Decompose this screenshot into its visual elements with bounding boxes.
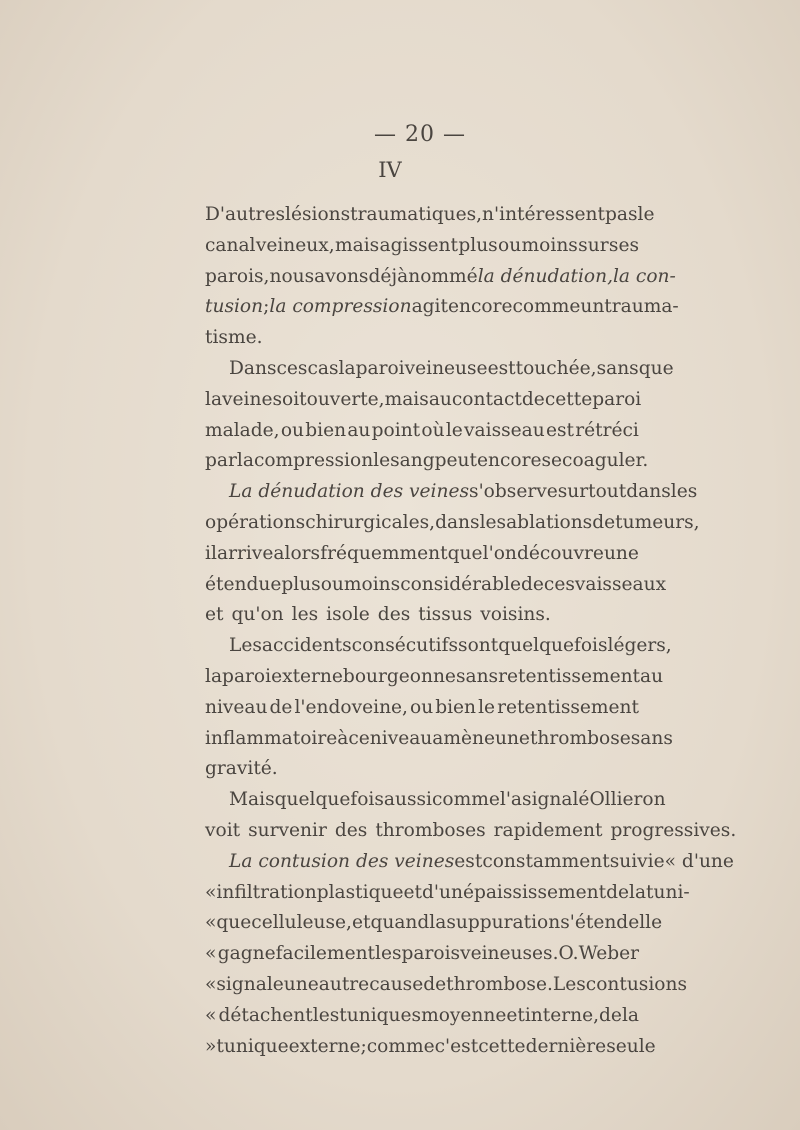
word: est	[454, 850, 483, 872]
text-line	[205, 847, 734, 878]
paragraph	[205, 847, 734, 1063]
word: c'est	[434, 1035, 479, 1057]
text-line	[205, 1032, 656, 1063]
word: considérable	[400, 573, 521, 595]
text-line	[205, 693, 639, 724]
word: Mais	[229, 789, 275, 811]
word: ces	[276, 357, 308, 379]
word: quand	[370, 912, 430, 934]
word: «	[205, 943, 217, 965]
word: plastique	[316, 881, 404, 903]
word: sur	[578, 234, 609, 256]
word: s'étend	[560, 912, 629, 934]
word: découvre	[516, 542, 604, 564]
word: «	[205, 881, 217, 903]
word: le	[445, 419, 463, 441]
word: la compression	[269, 296, 412, 318]
word: touchée,	[515, 357, 597, 379]
word: O.	[558, 943, 579, 965]
word: une	[494, 727, 530, 749]
word: qu'on	[231, 604, 284, 626]
word: bourgeonne	[342, 665, 456, 687]
word: de	[521, 388, 545, 410]
word: malade,	[205, 419, 280, 441]
word: il	[205, 542, 217, 564]
word: par	[205, 450, 237, 472]
word: «	[205, 1004, 217, 1026]
word: comme	[512, 296, 581, 318]
word: ablations	[506, 511, 593, 533]
text-line	[205, 200, 655, 231]
word: externe	[288, 1035, 361, 1057]
word: tuni-	[646, 881, 690, 903]
word: mais	[384, 388, 429, 410]
word: cette	[478, 1035, 526, 1057]
text-line	[205, 416, 639, 447]
word: contact	[451, 388, 522, 410]
word: que	[638, 357, 674, 379]
word: plus	[458, 234, 498, 256]
word: et	[403, 881, 422, 903]
word: ou	[498, 234, 522, 256]
word: elle	[628, 912, 663, 934]
word: paroi	[222, 665, 272, 687]
word: amène	[432, 727, 495, 749]
word: mais	[334, 234, 380, 256]
word: un	[580, 296, 605, 318]
word: au	[640, 665, 664, 687]
word: La dénudation des veines	[229, 481, 470, 503]
word: des	[377, 604, 411, 626]
word: le	[373, 450, 391, 472]
word: voisins.	[480, 604, 551, 626]
word: consécutifs	[351, 635, 459, 657]
text-line	[205, 354, 674, 385]
word: la	[338, 357, 356, 379]
word: au	[347, 419, 371, 441]
word: cause	[369, 973, 424, 995]
body-text	[205, 200, 737, 1062]
word: signale	[216, 973, 284, 995]
word: point	[371, 419, 421, 441]
word: nous	[269, 265, 315, 287]
word: comme	[432, 789, 500, 811]
word: la	[621, 1004, 639, 1026]
word: étendue	[205, 573, 282, 595]
word: ou	[320, 573, 344, 595]
word: compression	[253, 450, 374, 472]
word: le	[478, 696, 496, 718]
word: tuniques	[339, 1004, 422, 1026]
text-line	[205, 754, 639, 785]
word: traumatiques,	[350, 204, 483, 225]
word: la con-	[612, 265, 676, 287]
text-line	[205, 231, 639, 262]
word: l'on	[482, 542, 517, 564]
text-line	[205, 785, 666, 816]
word: Les	[552, 973, 586, 995]
word: « d'une	[664, 850, 734, 872]
word: détachent	[218, 1004, 313, 1026]
word: «	[205, 912, 217, 934]
word: voit	[205, 819, 241, 841]
word: facilement	[275, 943, 376, 965]
text-line	[205, 508, 700, 539]
paragraph	[205, 200, 679, 354]
word: déjà	[368, 265, 409, 287]
word: sans	[596, 357, 639, 379]
word: que	[216, 912, 252, 934]
word: tissus	[418, 604, 473, 626]
word: de	[592, 511, 616, 533]
word: retentissement	[498, 665, 641, 687]
word: alors	[273, 542, 321, 564]
word: ;	[263, 296, 270, 318]
word: canal	[205, 234, 256, 256]
text-line	[205, 539, 639, 570]
word: encore	[477, 450, 542, 472]
word: opérations	[205, 511, 306, 533]
word: La contusion des veines	[229, 850, 455, 872]
section-heading: IV	[378, 158, 402, 182]
word: Weber	[578, 943, 639, 965]
page-number: — 20 —	[374, 122, 466, 147]
word: »	[205, 1035, 217, 1057]
text-line	[205, 477, 698, 508]
text-line	[205, 385, 642, 416]
word: soit	[272, 388, 307, 410]
paragraph	[205, 354, 674, 477]
word: veineux,	[255, 234, 335, 256]
word: celluleuse,	[251, 912, 352, 934]
word: gagne	[217, 943, 276, 965]
text-line	[205, 570, 667, 601]
word: on	[642, 789, 666, 811]
word: paroi	[592, 388, 642, 410]
word: tusion	[205, 296, 264, 318]
word: suppuration	[446, 912, 561, 934]
word: l'a	[499, 789, 523, 811]
word: n'intéressent	[482, 204, 605, 225]
word: D'autres	[205, 204, 285, 225]
word: est	[545, 419, 574, 441]
word: Dans	[229, 357, 277, 379]
word: constamment	[482, 850, 610, 872]
word: à	[337, 727, 349, 749]
word: s'observe	[469, 481, 558, 503]
word: ses	[608, 234, 639, 256]
word: les	[291, 604, 319, 626]
word: cette	[544, 388, 593, 410]
word: épaississement	[462, 881, 607, 903]
word: moins	[521, 234, 578, 256]
word: coaguler.	[562, 450, 649, 472]
word: sont	[458, 635, 499, 657]
word: survenir	[248, 819, 327, 841]
word: Les	[229, 635, 262, 657]
word: l'endoveine,	[294, 696, 408, 718]
word: veineuse	[404, 357, 488, 379]
word: des	[334, 819, 368, 841]
word: ces	[543, 573, 575, 595]
word: retentissement	[497, 696, 639, 718]
word: thrombose.	[446, 973, 553, 995]
word: externe	[271, 665, 343, 687]
word: niveau	[205, 696, 268, 718]
word: dans	[626, 481, 671, 503]
word: tumeurs,	[615, 511, 700, 533]
word: ou	[410, 696, 434, 718]
word: nommé	[408, 265, 478, 287]
word: «	[205, 973, 217, 995]
word: arrive	[217, 542, 274, 564]
text-line	[205, 724, 673, 755]
text-line	[205, 662, 664, 693]
word: et	[506, 1004, 525, 1026]
word: où	[421, 419, 445, 441]
word: les	[375, 943, 402, 965]
word: infiltration	[216, 881, 317, 903]
word: parois	[401, 943, 461, 965]
word: trauma-	[604, 296, 679, 318]
word: quelquefois	[274, 789, 384, 811]
word: rétréci	[575, 419, 639, 441]
text-line	[205, 939, 639, 970]
word: thrombose	[529, 727, 631, 749]
word: signalé	[522, 789, 590, 811]
word: une	[283, 973, 319, 995]
word: la	[236, 450, 254, 472]
word: les	[312, 1004, 340, 1026]
word: rapidement	[493, 819, 603, 841]
word: seule	[606, 1035, 656, 1057]
word: cas	[307, 357, 339, 379]
word: légers,	[607, 635, 672, 657]
word: de	[521, 573, 544, 595]
paragraph	[205, 631, 673, 785]
text-line	[205, 1001, 639, 1032]
word: d'un	[421, 881, 463, 903]
word: aussi	[383, 789, 432, 811]
word: sang	[390, 450, 435, 472]
word: la	[205, 388, 223, 410]
word: thromboses	[375, 819, 486, 841]
word: de	[599, 1004, 622, 1026]
word: inflammatoire	[205, 727, 338, 749]
word: et	[351, 912, 371, 934]
word: ;	[360, 1035, 367, 1057]
word: tisme.	[205, 327, 263, 349]
word: agit	[411, 296, 448, 318]
word: bien	[305, 419, 347, 441]
text-line	[205, 262, 676, 293]
word: niveau	[369, 727, 433, 749]
text-line	[205, 600, 639, 631]
text-line	[205, 631, 672, 662]
word: pas	[604, 204, 638, 225]
word: parois,	[205, 265, 270, 287]
text-line	[205, 292, 679, 323]
word: vaisseaux	[574, 573, 667, 595]
word: ce	[348, 727, 370, 749]
word: isole	[326, 604, 370, 626]
word: que	[447, 542, 483, 564]
word: sans	[630, 727, 673, 749]
word: vaisseau	[464, 419, 545, 441]
word: de	[606, 881, 629, 903]
text-line	[205, 816, 737, 847]
word: encore	[447, 296, 513, 318]
text-line	[205, 970, 688, 1001]
word: dans	[435, 511, 480, 533]
word: Ollier	[589, 789, 643, 811]
text-line	[205, 878, 690, 909]
word: se	[541, 450, 563, 472]
word: avons	[314, 265, 369, 287]
word: la	[429, 912, 447, 934]
word: suivie	[609, 850, 665, 872]
text-line	[205, 323, 639, 354]
word: dernière	[525, 1035, 607, 1057]
word: une	[603, 542, 639, 564]
word: bien	[435, 696, 477, 718]
word: la	[205, 665, 223, 687]
word: les	[479, 511, 507, 533]
word: le	[637, 204, 655, 225]
word: de	[269, 696, 293, 718]
word: lésions	[285, 204, 351, 225]
word: quelquefois	[498, 635, 608, 657]
word: autre	[318, 973, 370, 995]
word: est	[487, 357, 516, 379]
word: fréquemment	[320, 542, 448, 564]
word: la dénudation,	[477, 265, 613, 287]
word: moins	[343, 573, 401, 595]
text-line	[205, 446, 649, 477]
word: et	[205, 604, 224, 626]
paragraph	[205, 785, 737, 847]
word: veine	[222, 388, 273, 410]
word: agissent	[379, 234, 459, 256]
word: au	[428, 388, 452, 410]
word: gravité.	[205, 758, 278, 780]
word: peut	[434, 450, 477, 472]
word: veineuses.	[460, 943, 559, 965]
word: contusions	[585, 973, 688, 995]
word: surtout	[557, 481, 627, 503]
word: ou	[280, 419, 304, 441]
text-line	[205, 908, 663, 939]
word: accidents	[261, 635, 352, 657]
word: chirurgicales,	[305, 511, 436, 533]
word: de	[423, 973, 447, 995]
word: tunique	[216, 1035, 289, 1057]
word: sans	[455, 665, 499, 687]
paragraph	[205, 477, 700, 631]
word: interne,	[524, 1004, 600, 1026]
word: les	[670, 481, 698, 503]
word: progressives.	[610, 819, 737, 841]
word: moyenne	[421, 1004, 507, 1026]
word: la	[629, 881, 647, 903]
word: ouverte,	[306, 388, 385, 410]
word: comme	[366, 1035, 435, 1057]
word: paroi	[355, 357, 405, 379]
word: plus	[281, 573, 321, 595]
